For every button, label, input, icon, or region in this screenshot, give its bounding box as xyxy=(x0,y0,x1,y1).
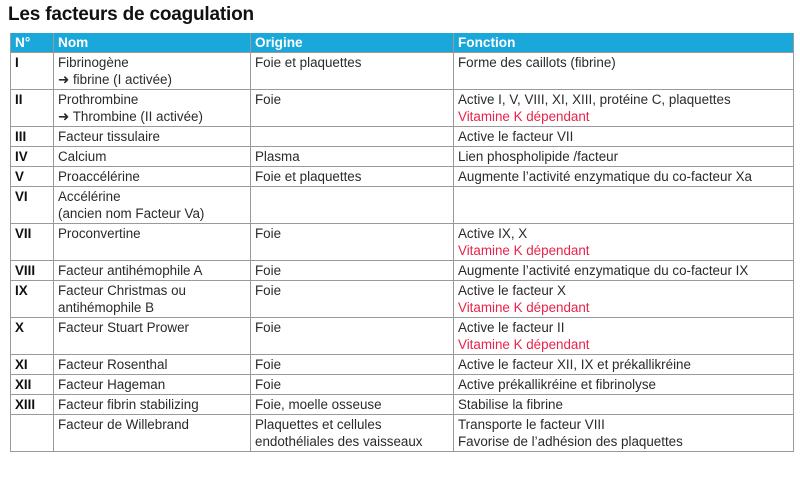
origine-line: Foie et plaquettes xyxy=(255,55,362,70)
cell-fonction xyxy=(454,318,794,355)
origine-line: Foie, moelle osseuse xyxy=(255,397,382,412)
table-row xyxy=(11,90,794,127)
cell-num: IX xyxy=(11,281,54,318)
cell-fonction xyxy=(454,127,794,147)
cell-nom xyxy=(54,224,251,261)
cell-num: XI xyxy=(11,355,54,375)
cell-nom xyxy=(54,415,251,452)
table-row xyxy=(11,281,794,318)
nom-line: Accélérine xyxy=(58,189,121,204)
origine-line: Foie xyxy=(255,92,282,107)
origine-line: Foie xyxy=(255,263,282,278)
cell-origine xyxy=(251,415,454,452)
page-title: Les facteurs de coagulation xyxy=(8,4,254,25)
fonction-line: Active le facteur X xyxy=(458,283,566,298)
cell-num: III xyxy=(11,127,54,147)
cell-num: II xyxy=(11,90,54,127)
cell-num: VII xyxy=(11,224,54,261)
fonction-line: Active le facteur II xyxy=(458,320,565,335)
cell-nom xyxy=(54,127,251,147)
header-origine: Origine xyxy=(251,33,454,53)
cell-origine xyxy=(251,375,454,395)
cell-origine xyxy=(251,281,454,318)
nom-line: Facteur Stuart Prower xyxy=(58,320,189,335)
nom-line: Proaccélérine xyxy=(58,169,140,184)
cell-fonction xyxy=(454,355,794,375)
fonction-line: Transporte le facteur VIII xyxy=(458,417,605,432)
nom-line: Calcium xyxy=(58,149,107,164)
fonction-line: Forme des caillots (fibrine) xyxy=(458,55,616,70)
nom-line: Fibrinogène xyxy=(58,55,129,70)
cell-fonction xyxy=(454,187,794,224)
nom-line: Facteur antihémophile A xyxy=(58,263,203,278)
cell-nom xyxy=(54,375,251,395)
fonction-line: Active prékallikréine et fibrinolyse xyxy=(458,377,656,392)
nom-line: ➜ fibrine (I activée) xyxy=(58,72,172,87)
cell-origine xyxy=(251,147,454,167)
fonction-line: Favorise de l’adhésion des plaquettes xyxy=(458,434,683,449)
cell-fonction xyxy=(454,147,794,167)
origine-line: Foie xyxy=(255,283,282,298)
table-row xyxy=(11,53,794,90)
table-row xyxy=(11,318,794,355)
origine-line: endothéliales des vaisseaux xyxy=(255,434,423,449)
cell-origine xyxy=(251,167,454,187)
cell-origine xyxy=(251,53,454,90)
table-row xyxy=(11,261,794,281)
cell-origine xyxy=(251,395,454,415)
table-row xyxy=(11,375,794,395)
origine-line: Foie xyxy=(255,226,282,241)
vitamin-k-note: Vitamine K dépendant xyxy=(458,300,590,315)
cell-num: I xyxy=(11,53,54,90)
nom-line: Facteur de Willebrand xyxy=(58,417,189,432)
fonction-line: Active I, V, VIII, XI, XIII, protéine C, plaquettes xyxy=(458,92,731,107)
nom-line: Facteur Rosenthal xyxy=(58,357,168,372)
nom-line: ➜ Thrombine (II activée) xyxy=(58,109,203,124)
cell-fonction xyxy=(454,261,794,281)
header-fonction: Fonction xyxy=(454,33,794,53)
cell-fonction xyxy=(454,90,794,127)
nom-line: (ancien nom Facteur Va) xyxy=(58,206,205,221)
cell-fonction xyxy=(454,395,794,415)
fonction-line: Augmente l’activité enzymatique du co-facteur Xa xyxy=(458,169,753,184)
cell-nom xyxy=(54,395,251,415)
cell-origine xyxy=(251,261,454,281)
vitamin-k-note: Vitamine K dépendant xyxy=(458,243,590,258)
fonction-line: Augmente l’activité enzymatique du co-facteur IX xyxy=(458,263,749,278)
nom-line: Facteur tissulaire xyxy=(58,129,160,144)
nom-line: Facteur fibrin stabilizing xyxy=(58,397,199,412)
fonction-line: Active le facteur VII xyxy=(458,129,574,144)
header-num: N° xyxy=(11,33,54,53)
cell-nom xyxy=(54,167,251,187)
fonction-line: Active IX, X xyxy=(458,226,528,241)
cell-num: IV xyxy=(11,147,54,167)
cell-origine xyxy=(251,224,454,261)
cell-origine xyxy=(251,187,454,224)
origine-line: Foie xyxy=(255,357,282,372)
cell-nom xyxy=(54,261,251,281)
table-row xyxy=(11,127,794,147)
cell-nom xyxy=(54,355,251,375)
cell-nom xyxy=(54,147,251,167)
origine-line: Foie et plaquettes xyxy=(255,169,362,184)
cell-fonction xyxy=(454,53,794,90)
vitamin-k-note: Vitamine K dépendant xyxy=(458,109,590,124)
cell-fonction xyxy=(454,375,794,395)
table-row xyxy=(11,147,794,167)
cell-nom xyxy=(54,187,251,224)
nom-line: Proconvertine xyxy=(58,226,141,241)
fonction-line: Lien phospholipide /facteur xyxy=(458,149,619,164)
cell-num: XIII xyxy=(11,395,54,415)
fonction-line: Active le facteur XII, IX et prékallikréine xyxy=(458,357,691,372)
table-row xyxy=(11,167,794,187)
cell-fonction xyxy=(454,281,794,318)
table-row xyxy=(11,224,794,261)
cell-num: VI xyxy=(11,187,54,224)
cell-origine xyxy=(251,355,454,375)
cell-nom xyxy=(54,281,251,318)
nom-line: antihémophile B xyxy=(58,300,155,315)
table-header-row xyxy=(11,33,794,53)
cell-fonction xyxy=(454,224,794,261)
cell-origine xyxy=(251,318,454,355)
table-row xyxy=(11,395,794,415)
cell-num: XII xyxy=(11,375,54,395)
table-row xyxy=(11,355,794,375)
table-row xyxy=(11,187,794,224)
nom-line: Prothrombine xyxy=(58,92,139,107)
origine-line: Plaquettes et cellules xyxy=(255,417,382,432)
origine-line: Foie xyxy=(255,320,282,335)
cell-num: VIII xyxy=(11,261,54,281)
coagulation-factors-table xyxy=(10,33,794,452)
origine-line: Plasma xyxy=(255,149,300,164)
origine-line: Foie xyxy=(255,377,282,392)
nom-line: Facteur Christmas ou xyxy=(58,283,186,298)
vitamin-k-note: Vitamine K dépendant xyxy=(458,337,590,352)
cell-num xyxy=(11,415,54,452)
cell-num: X xyxy=(11,318,54,355)
cell-nom xyxy=(54,53,251,90)
cell-nom xyxy=(54,318,251,355)
cell-origine xyxy=(251,90,454,127)
cell-num: V xyxy=(11,167,54,187)
nom-line: Facteur Hageman xyxy=(58,377,166,392)
fonction-line: Stabilise la fibrine xyxy=(458,397,563,412)
cell-fonction xyxy=(454,167,794,187)
table-body xyxy=(11,53,794,452)
header-nom: Nom xyxy=(54,33,251,53)
table-row xyxy=(11,415,794,452)
cell-nom xyxy=(54,90,251,127)
cell-origine xyxy=(251,127,454,147)
cell-fonction xyxy=(454,415,794,452)
